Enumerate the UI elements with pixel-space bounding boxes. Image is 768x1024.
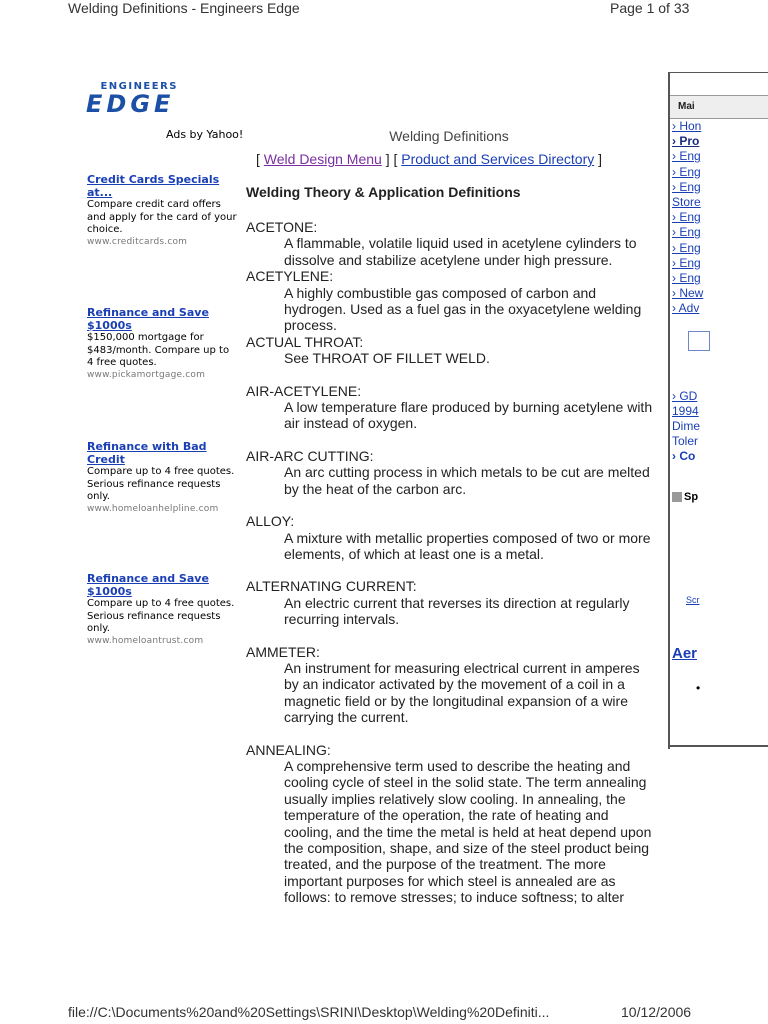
definition-text: See THROAT OF FILLET WELD.	[284, 350, 490, 367]
section-title: Welding Theory & Application Definitions	[246, 184, 521, 200]
sidebar-item-link[interactable]: › Pro	[672, 134, 700, 149]
logo-top-text: ENGINEERS	[100, 81, 178, 92]
definition-term: ACETYLENE:	[246, 268, 334, 285]
print-footer	[0, 1004, 768, 1024]
ad-url[interactable]: www.homeloantrust.com	[87, 635, 204, 646]
ad-description: Compare up to 4 free quotes. Serious refinance requests only.	[87, 598, 235, 634]
sidebar-item-link[interactable]: › Eng	[672, 164, 701, 179]
spacer	[246, 562, 658, 578]
ad-title-link[interactable]: Refinance and Save $1000s	[87, 572, 209, 598]
definition-text: A low temperature flare produced by burning acetylene with air instead of oxygen.	[284, 399, 653, 432]
sidebar-item-link[interactable]: › New	[672, 286, 704, 301]
sidebar-item-link[interactable]: › Hon	[672, 119, 702, 133]
sidebar-item-link[interactable]: › Eng	[672, 225, 701, 240]
definition-term: ACTUAL THROAT:	[246, 333, 364, 350]
ad-item	[87, 173, 237, 248]
ad-title-link[interactable]: Refinance with Bad Credit	[87, 440, 207, 466]
ad-url[interactable]: www.creditcards.com	[87, 236, 188, 247]
ad-item	[87, 572, 237, 647]
sidebar-aer-link[interactable]: Aer	[672, 645, 698, 662]
definition-text: An arc cutting process in which metals to be cut are melted by the heat of the carbon arc.	[284, 464, 650, 497]
right-sidebar-panel	[668, 72, 768, 749]
sidebar-item-link[interactable]: › Eng	[672, 149, 701, 164]
definition-term: ALLOY:	[246, 513, 295, 530]
sidebar-item-text: Dime	[672, 419, 701, 433]
spacer	[246, 628, 658, 644]
sidebar-item-link[interactable]: Store	[672, 195, 701, 210]
bullet-icon: •	[696, 681, 701, 695]
sidebar-secondary-list	[672, 389, 700, 464]
spacer	[246, 497, 658, 513]
ad-item	[87, 306, 237, 381]
print-url: file://C:\Documents%20and%20Settings\SRINI\Desktop\Welding%20Definiti...	[68, 1004, 550, 1020]
sidebar-item-link[interactable]: › GD	[672, 389, 698, 403]
spacer	[246, 726, 658, 742]
ads-by-yahoo-label: Ads by Yahoo!	[166, 128, 244, 141]
definition-term: ACETONE:	[246, 219, 318, 235]
ad-description: Compare credit card offers and apply for the card of your choice.	[87, 199, 237, 235]
engineers-edge-logo[interactable]	[86, 82, 210, 118]
definition-text: An electric current that reverses its direction at regularly recurring intervals.	[284, 594, 630, 628]
sidebar-item-link[interactable]: › Eng	[672, 210, 701, 225]
square-icon	[672, 492, 682, 502]
definition-text: An instrument for measuring electrical current in amperes by an indicator activated by the movement of a coil in a magnetic field or by the longitudinal expansion of a wire carrying the current.	[284, 659, 640, 726]
page-title: Welding Definitions	[389, 128, 509, 144]
sidebar-item-link[interactable]: › Eng	[672, 179, 701, 194]
sidebar-item-link[interactable]: › Adv	[672, 301, 700, 316]
sidebar-bottom-divider	[670, 745, 768, 747]
definition-text: A flammable, volatile liquid used in acetylene cylinders to dissolve and stabilize acetylene under high pressure.	[284, 235, 637, 268]
logo-main-text: EDGE	[86, 90, 175, 118]
breadcrumb-nav: [ Weld Design Menu ] [ Product and Services Directory ]	[256, 151, 603, 167]
ad-description: Compare up to 4 free quotes. Serious refinance requests only.	[87, 466, 235, 502]
spacer	[246, 432, 658, 448]
definition-text: A comprehensive term used to describe the heating and cooling cycle of steel in the solid state. The term annealing usually implies relatively slow cooling. In annealing, the temperature of the operation, the rate of heating and cooling, and the time the metal is held at heat depend upon the composition, shape, and size of the steel product being treated, and the purpose of the treatment. The more important purposes for which steel is annealed are as follows: to remove stresses; to induce softness; to alter	[284, 757, 652, 906]
ad-description: $150,000 mortgage for $483/month. Compare up to 4 free quotes.	[87, 332, 230, 368]
definition-term: AIR-ARC CUTTING:	[246, 447, 374, 464]
definition-term: AMMETER:	[246, 643, 320, 660]
definition-text: A highly combustible gas composed of carbon and hydrogen. Used as a fuel gas in the oxyacetylene welding process.	[284, 284, 642, 334]
sidebar-sponsor-label	[672, 491, 698, 503]
sidebar-menu-list	[672, 119, 703, 317]
sidebar-item-link[interactable]: 1994	[672, 404, 699, 418]
definition-term: ALTERNATING CURRENT:	[246, 578, 417, 595]
sidebar-item-link[interactable]: › Eng	[672, 255, 701, 270]
sidebar-scroll-link[interactable]: Scr	[686, 595, 700, 605]
sidebar-menu-header: Mai	[670, 95, 768, 119]
product-directory-link[interactable]: Product and Services Directory	[401, 151, 595, 167]
print-page-title: Welding Definitions - Engineers Edge	[68, 0, 300, 16]
definition-term: ANNEALING:	[246, 741, 331, 758]
sponsor-text: Sp	[684, 491, 699, 503]
definition-text: A mixture with metallic properties composed of two or more elements, of which at least one is a metal.	[284, 529, 651, 562]
print-page-number: Page 1 of 33	[610, 0, 690, 16]
ad-url[interactable]: www.homeloanhelpline.com	[87, 503, 219, 514]
sidebar-item-link[interactable]: › Co	[672, 449, 696, 463]
print-date: 10/12/2006	[621, 1004, 692, 1020]
sidebar-item-link[interactable]: › Eng	[672, 271, 701, 286]
definition-term: AIR-ACETYLENE:	[246, 382, 362, 399]
ad-item	[87, 440, 237, 515]
print-header	[0, 0, 768, 22]
ad-url[interactable]: www.pickamortgage.com	[87, 369, 206, 380]
spacer	[246, 367, 658, 383]
definitions-list	[246, 219, 658, 906]
sidebar-search-input[interactable]	[688, 331, 710, 351]
sidebar-item-text: Toler	[672, 434, 699, 448]
weld-design-menu-link[interactable]: Weld Design Menu	[263, 151, 382, 167]
ad-title-link[interactable]: Refinance and Save $1000s	[87, 306, 209, 332]
ad-title-link[interactable]: Credit Cards Specials at...	[87, 173, 220, 199]
sidebar-item-link[interactable]: › Eng	[672, 240, 701, 255]
